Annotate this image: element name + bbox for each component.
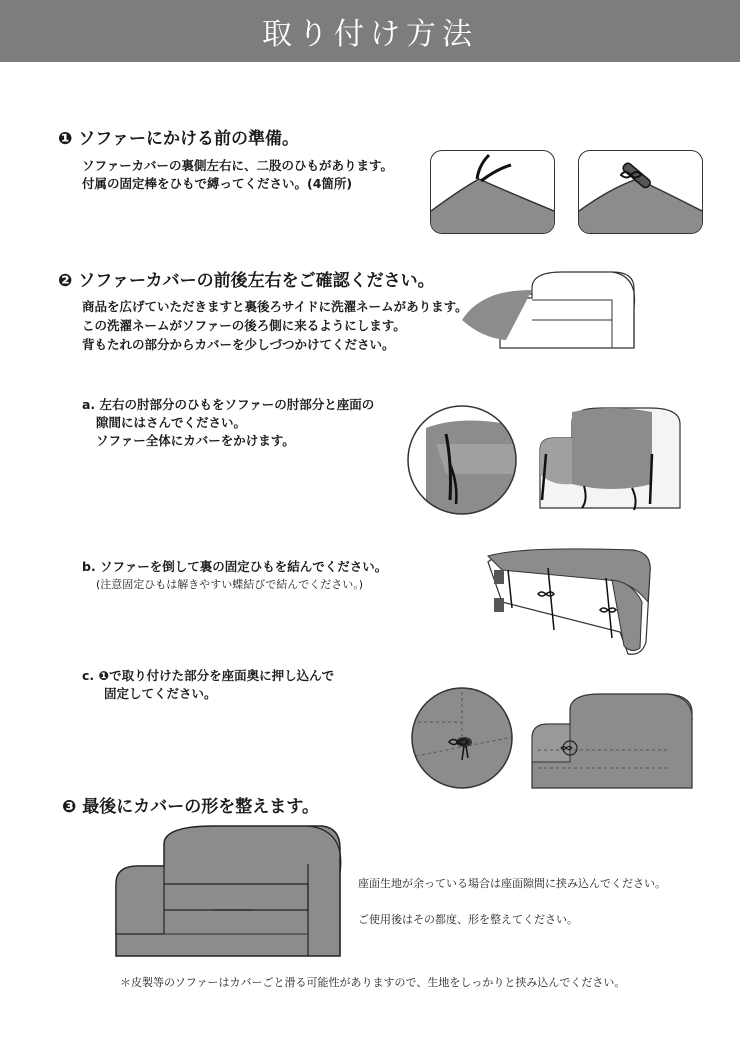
step3-illustration-finished-sofa bbox=[104, 824, 346, 964]
substep-a-illustration-sofa bbox=[532, 404, 687, 514]
substep-c-line-2: 固定してください。 bbox=[104, 686, 217, 701]
footer-note: ＊皮製等のソファーはカバーごと滑る可能性がありますので、生地をしっかりと挟み込んでください。 bbox=[120, 976, 626, 989]
step1-line-1: ソファーカバーの裏側左右に、二股のひもがあります。 bbox=[82, 158, 394, 173]
substep-a-illustration-armrest bbox=[406, 404, 518, 516]
step2-illustration-sofa-cover bbox=[462, 268, 642, 358]
substep-c-line-1: c. ❶で取り付けた部分を座面奥に押し込んで bbox=[82, 668, 335, 683]
substep-c-illustration-closeup bbox=[406, 686, 518, 790]
step1-title: ❶ ソファーにかける前の準備。 bbox=[58, 129, 299, 149]
step3-note-2: ご使用後はその都度、形を整えてください。 bbox=[358, 913, 578, 926]
substep-c-illustration-sofa bbox=[528, 692, 696, 794]
substep-a-line-3: ソファー全体にカバーをかけます。 bbox=[96, 433, 295, 448]
step1-illustration-rod bbox=[578, 150, 703, 234]
step2-title: ❷ ソファーカバーの前後左右をご確認ください。 bbox=[58, 271, 435, 291]
substep-a-line-2: 隙間にはさんでください。 bbox=[96, 415, 247, 430]
step1-illustration-strings bbox=[430, 150, 555, 234]
step3-title: ❸ 最後にカバーの形を整えます。 bbox=[62, 797, 319, 817]
step2-line-3: 背もたれの部分からカバーを少しづつかけてください。 bbox=[82, 337, 395, 352]
header-banner bbox=[0, 0, 740, 62]
substep-a-line-1: a. 左右の肘部分のひもをソファーの肘部分と座面の bbox=[82, 397, 375, 412]
step2-line-1: 商品を広げていただきますと裏後ろサイドに洗濯ネームがあります。 bbox=[82, 299, 468, 314]
substep-b-line-2: (注意固定ひもは解きやすい蝶結びで結んでください。) bbox=[96, 578, 364, 591]
substep-b-line-1: b. ソファーを倒して裏の固定ひもを結んでください。 bbox=[82, 559, 388, 574]
step2-line-2: この洗濯ネームがソファーの後ろ側に来るようにします。 bbox=[82, 318, 406, 333]
step3-note-1: 座面生地が余っている場合は座面隙間に挟み込んでください。 bbox=[358, 877, 666, 890]
page-title: 取り付け方法 bbox=[262, 17, 478, 52]
substep-b-illustration-upside-down-sofa bbox=[482, 542, 657, 660]
step1-line-2: 付属の固定棒をひもで縛ってください。(4箇所) bbox=[82, 176, 353, 191]
